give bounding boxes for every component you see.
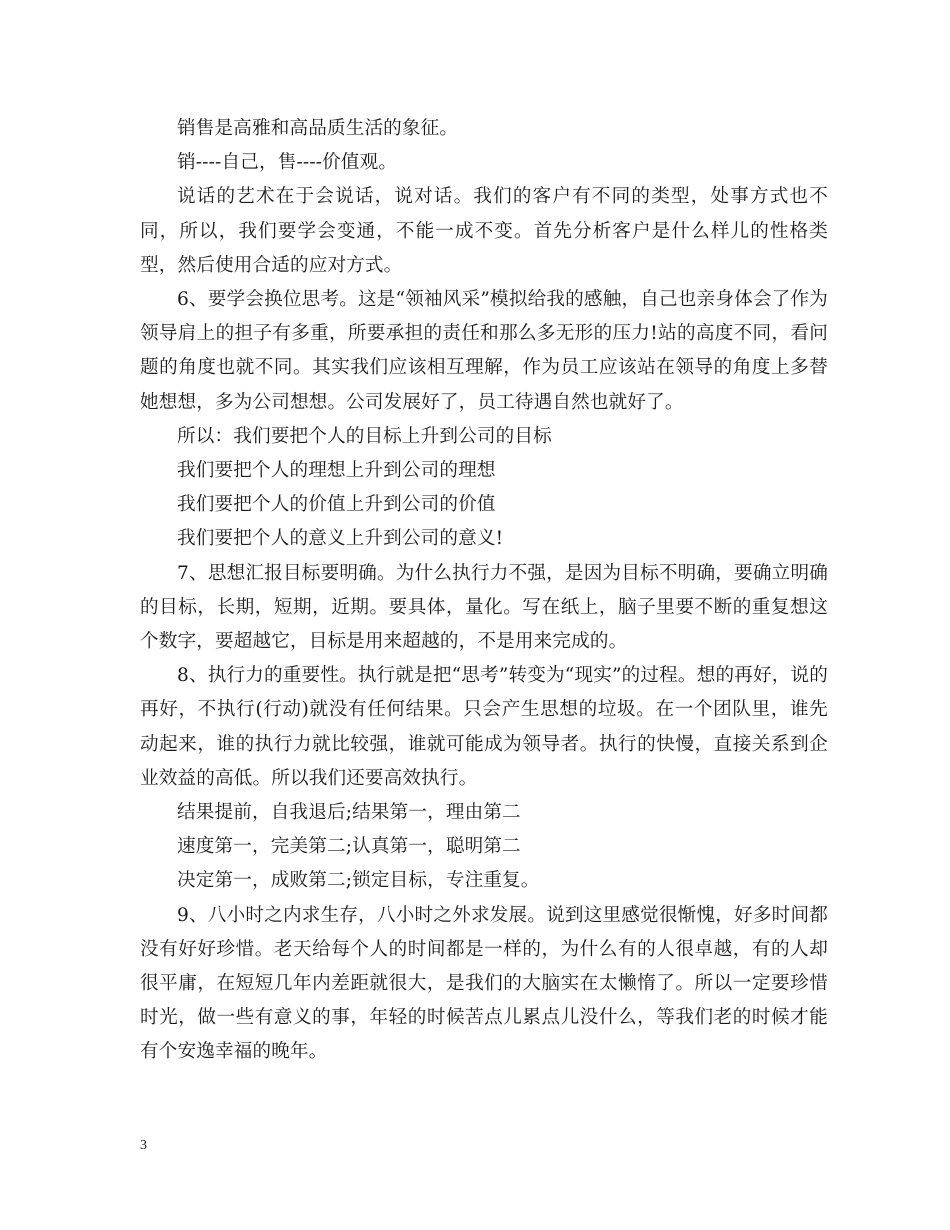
paragraph-13: 决定第一，成败第二;锁定目标，专注重复。 xyxy=(177,870,540,892)
paragraph-7: 我们要把个人的价值上升到公司的价值 xyxy=(177,494,496,516)
paragraph-8: 我们要把个人的意义上升到公司的意义! xyxy=(177,528,504,550)
paragraph-10: 8、执行力的重要性。执行就是把“思考”转变为“现实”的过程。想的再好，说的再好，不执行(行动)就没有任何结果。只会产生思想的垃圾。在一个团队里，谁先动起来，谁的执行力就比较强，谁就可能成为领导者。执行的快慢，直接关系到企业效益的高低。所以我们还要高效执行。 xyxy=(140,665,828,789)
paragraph-6: 我们要把个人的理想上升到公司的理想 xyxy=(177,460,496,482)
paragraph-9: 7、思想汇报目标要明确。为什么执行力不强，是因为目标不明确，要确立明确的目标，长期，短期，近期。要具体，量化。写在纸上，脑子里要不断的重复想这个数字，要超越它，目标是用来超越的，不是用来完成的。 xyxy=(140,562,828,653)
paragraph-3: 说话的艺术在于会说话，说对话。我们的客户有不同的类型，处事方式也不同，所以，我们要学会变通，不能一成不变。首先分析客户是什么样儿的性格类型，然后使用合适的应对方式。 xyxy=(140,186,828,276)
page-number: 3 xyxy=(140,1138,147,1153)
paragraph-1: 销售是高雅和高品质生活的象征。 xyxy=(177,118,459,139)
paragraph-11: 结果提前，自我退后;结果第一，理由第二 xyxy=(177,802,521,824)
paragraph-2: 销----自己，售----价值观。 xyxy=(177,152,398,174)
paragraph-12: 速度第一，完美第二;认真第一，聪明第二 xyxy=(177,836,521,858)
paragraph-14: 9、八小时之内求生存，八小时之外求发展。说到这里感觉很惭愧，好多时间都没有好好珍惜。老天给每个人的时间都是一样的，为什么有的人很卓越，有的人却很平庸，在短短几年内差距就很大，是我们的大脑实在太懒惰了。所以一定要珍惜时光，做一些有意义的事，年轻的时候苦点儿累点儿没什么，等我们老的时候才能有个安逸幸福的晚年。 xyxy=(140,904,828,1063)
paragraph-4: 6、要学会换位思考。这是“领袖风采”模拟给我的感触，自己也亲身体会了作为领导肩上的担子有多重，所要承担的责任和那么多无形的压力!站的高度不同，看问题的角度也就不同。其实我们应该相互理解，作为员工应该站在领导的角度上多替她想想，多为公司想想。公司发展好了，员工待遇自然也就好了。 xyxy=(140,289,828,413)
paragraph-5: 所以：我们要把个人的目标上升到公司的目标 xyxy=(177,425,552,447)
document-body xyxy=(140,112,828,1070)
